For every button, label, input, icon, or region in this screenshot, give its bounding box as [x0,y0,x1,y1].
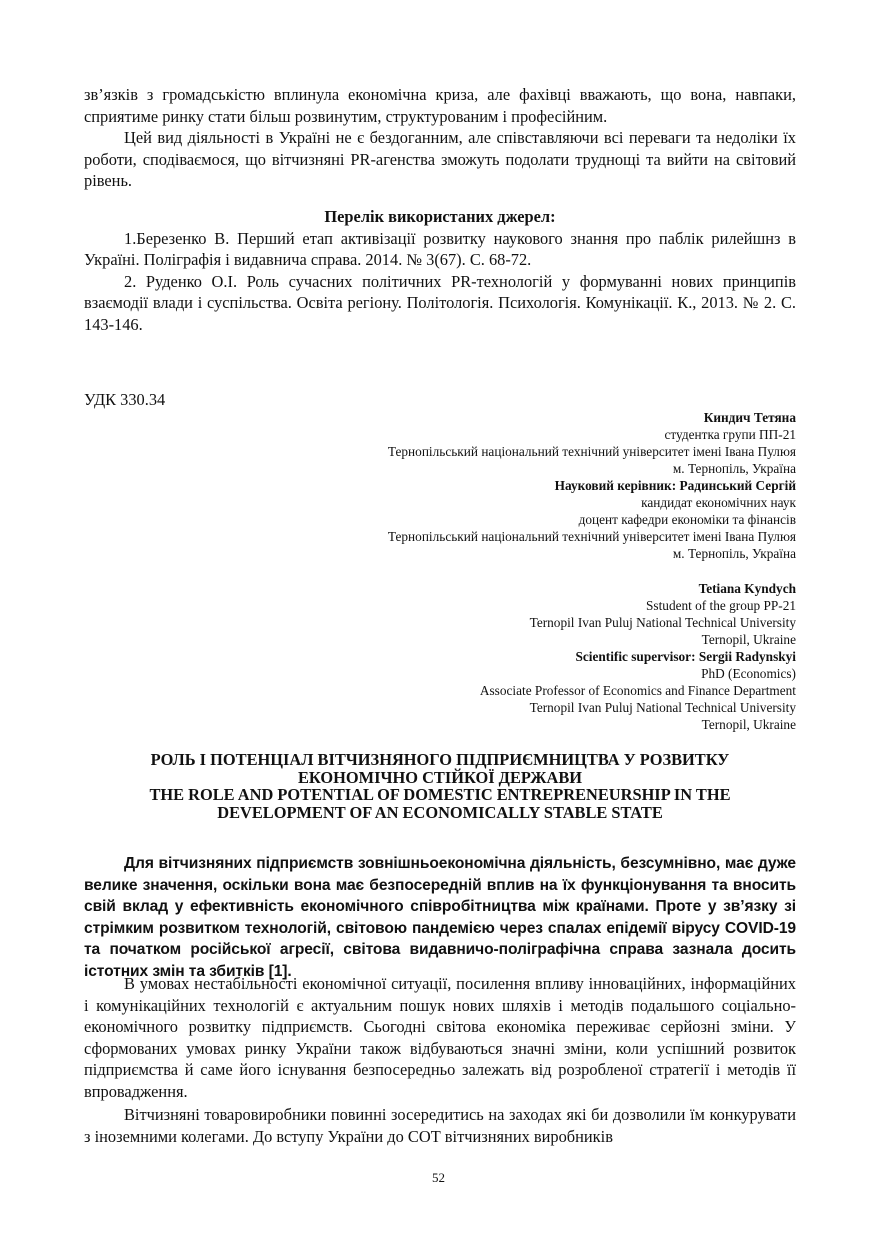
reference-item: 2. Руденко О.І. Роль сучасних політичних PR-технологій у формуванні нових принципів взаємодії влади і суспільства. Освіта регіону. Політологія. Психологія. Комунікації. К., 2013. № 2. С. 143-146. [84,271,796,334]
intro-paragraph-1: зв’язків з громадськістю вплинула економічна криза, але фахівці вважають, що вона, навпаки, сприятиме ринку стати більш розвинутим, структурованим і професійним. [84,85,796,126]
body-paragraph-2: Вітчизняні товаровиробники повинні зосередитись на заходах які би дозволили їм конкурувати з іноземними колегами. До вступу України до СОТ вітчизняних виробників [84,1105,796,1146]
udk-code: УДК 330.34 [84,390,166,409]
reference-item: 1.Березенко В. Перший етап активізації розвитку наукового знання про паблік рилейшнз в Україні. Поліграфія і видавнича справа. 2014. № 3(67). С. 68-72. [84,228,796,269]
body-paragraph-1: В умовах нестабільності економічної ситуації, посилення впливу інноваційних, інформаційних і комунікаційних технологій є актуальним пошук нових шляхів і методів подальшого соціально-економічного розвитку підприємств. Сьогодні світова економіка переживає серйозні зміни. У сформованих умовах ринку України також відбуваються значні зміни, коли успішний розвиток підприємства й саме його існування безпосередньо залежать від розробленої стратегії і методів її впровадження. [84,974,796,1101]
intro-paragraph-2: Цей вид діяльності в Україні не є бездоганним, але співставляючи всі переваги та недоліки їх роботи, сподіваємося, що вітчизняні PR-агенства зможуть подолати труднощі та вийти на світовий рівень. [84,128,796,190]
author-role: студентка групи ПП-21 [664,427,796,442]
page-number: 52 [432,1170,445,1185]
author-university: Ternopil Ivan Puluj National Technical University [529,615,796,630]
title-en-line-2: DEVELOPMENT OF AN ECONOMICALLY STABLE STATE [217,802,663,822]
title-ua-line-1: РОЛЬ І ПОТЕНЦІАЛ ВІТЧИЗНЯНОГО ПІДПРИЄМНИЦТВА У РОЗВИТКУ [150,750,730,769]
author-name: Киндич Тетяна [703,410,796,425]
abstract-paragraph: Для вітчизняних підприємств зовнішньоекономічна діяльність, безсумнівно, має дуже велике значення, оскільки вона має безпосередній вплив на їх функціонування та вносить свій вклад у ефективність економічного співробітництва між країнами. Проте у зв’язку зі стрімким розвитком технологій, світовою пандемією через спалах епідемії вірусу COVID-19 та початком російської агресії, світова видавничо-поліграфічна справа зазнала досить істотних змін та збитків [1]. [84,855,796,980]
main-text [84,973,796,1147]
supervisor-position: Associate Professor of Economics and Finance Department [479,683,796,698]
supervisor-degree: кандидат економічних наук [641,495,796,510]
intro-section [84,84,796,192]
abstract [84,853,796,982]
article-title [84,751,796,821]
author-city: Ternopil, Ukraine [701,632,796,647]
supervisor-city: Ternopil, Ukraine [701,717,796,732]
references-title: Перелік використаних джерел: [324,207,556,226]
supervisor-university: Тернопільський національний технічний університет імені Івана Пулюя [387,529,796,544]
supervisor-degree: PhD (Economics) [701,666,796,681]
title-ua-line-2: ЕКОНОМІЧНО СТІЙКОЇ ДЕРЖАВИ [297,767,583,787]
supervisor-university: Ternopil Ivan Puluj National Technical University [529,700,796,715]
author-name: Tetiana Kyndych [698,581,796,596]
supervisor-city: м. Тернопіль, Україна [672,546,796,561]
author-city: м. Тернопіль, Україна [672,461,796,476]
supervisor-line: Scientific supervisor: Sergii Radynskyi [575,649,796,664]
references-section [84,206,796,335]
supervisor-line: Науковий керівник: Радинський Сергій [554,478,796,493]
author-block-en [276,580,796,733]
title-en-line-1: THE ROLE AND POTENTIAL OF DOMESTIC ENTREPRENEURSHIP IN THE [149,785,731,804]
author-university: Тернопільський національний технічний університет імені Івана Пулюя [387,444,796,459]
author-block-ua [276,409,796,562]
author-role: Sstudent of the group PP-21 [646,598,796,613]
supervisor-position: доцент кафедри економіки та фінансів [578,512,796,527]
